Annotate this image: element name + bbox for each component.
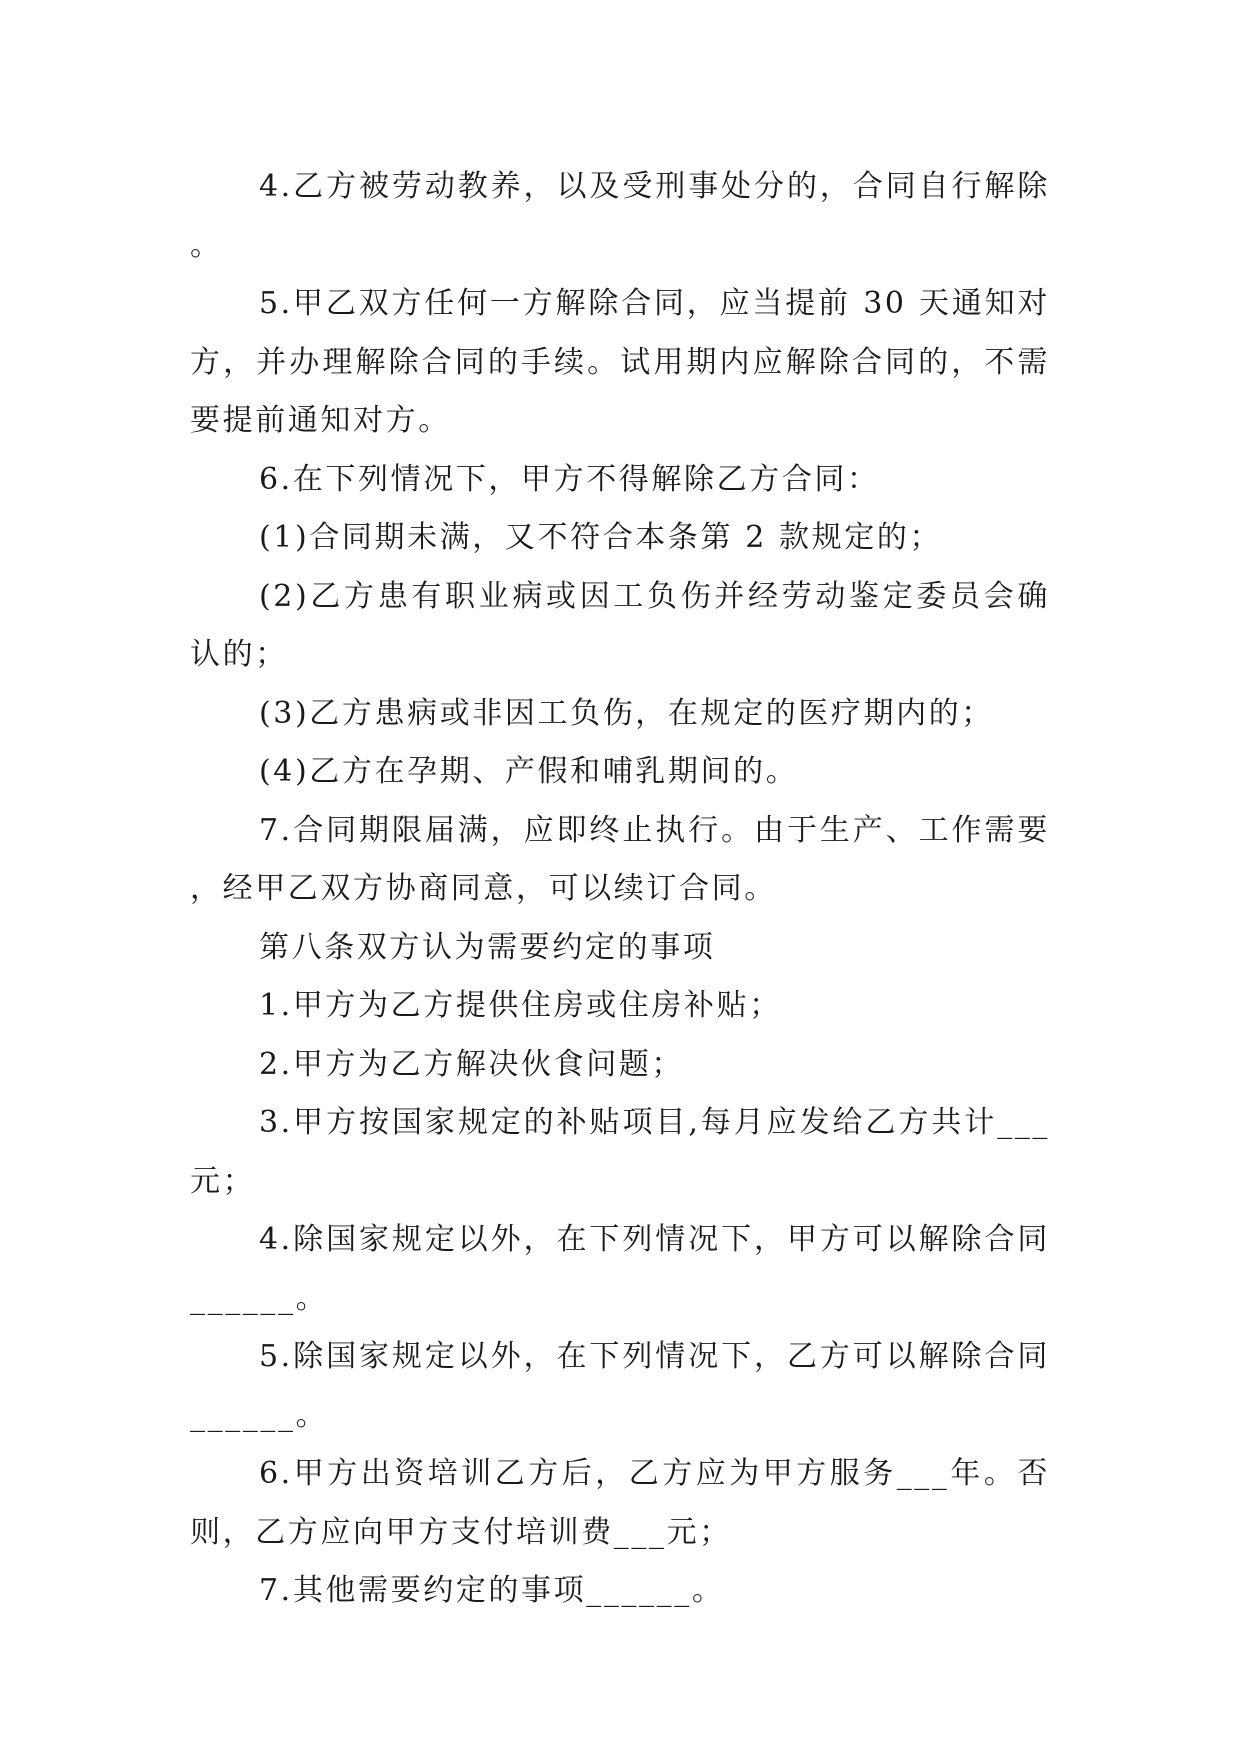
list-item-employee-termination: 5.除国家规定以外，在下列情况下，乙方可以解除合同______。 [190,1339,1050,1433]
paragraph-termination-penalty: 4.乙方被劳动教养，以及受刑事处分的，合同自行解除。 [190,169,1050,263]
list-item-condition-1: (1)合同期未满，又不符合本条第 2 款规定的； [259,520,943,555]
document-body [190,158,1050,1621]
list-item-subsidy: 3.甲方按国家规定的补贴项目,每月应发给乙方共计___元； [190,1105,1050,1199]
list-item-housing: 1.甲方为乙方提供住房或住房补贴； [259,988,782,1023]
list-item-meals: 2.甲方为乙方解决伙食问题； [259,1046,685,1082]
list-item-employer-termination: 4.除国家规定以外，在下列情况下，甲方可以解除合同______。 [190,1222,1050,1316]
list-item-condition-3: (3)乙方患病或非因工负伤，在规定的医疗期内的； [259,695,994,731]
list-item-training-service: 6.甲方出资培训乙方后，乙方应为甲方服务___年。否则，乙方应向甲方支付培训费___元； [190,1456,1050,1550]
list-item-condition-2: (2)乙方患有职业病或因工负伤并经劳动鉴定委员会确认的； [190,578,1050,672]
paragraph-contract-expiry: 7.合同期限届满，应即终止执行。由于生产、工作需要，经甲乙双方协商同意，可以续订合同。 [190,812,1050,906]
paragraph-no-termination-conditions: 6.在下列情况下，甲方不得解除乙方合同： [259,461,880,497]
section-heading-article-8: 第八条双方认为需要约定的事项 [259,929,716,965]
list-item-condition-4: (4)乙方在孕期、产假和哺乳期间的。 [259,754,799,789]
list-item-other-matters: 7.其他需要约定的事项______。 [259,1573,725,1608]
paragraph-advance-notice: 5.甲乙双方任何一方解除合同，应当提前 30 天通知对方，并办理解除合同的手续。试用期内应解除合同的，不需要提前通知对方。 [190,286,1050,438]
